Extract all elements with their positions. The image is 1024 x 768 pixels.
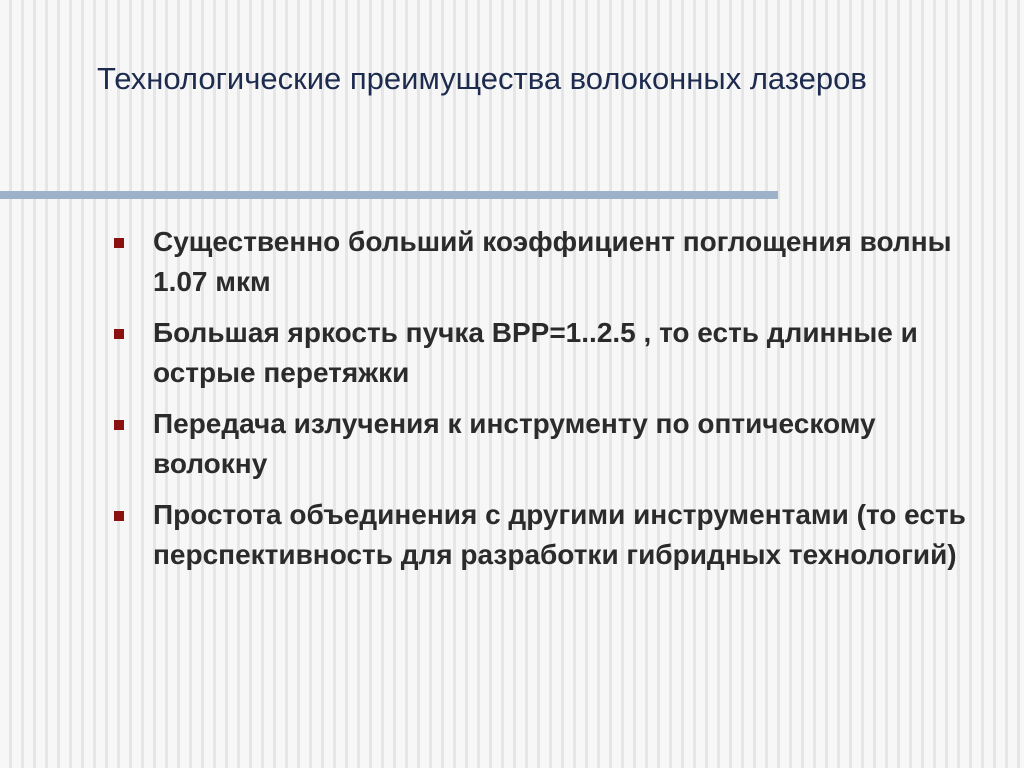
bullet-text: Большая яркость пучка ВРР=1..2.5 , то есть длинные и острые перетяжки [153, 317, 918, 388]
square-bullet-icon [114, 238, 124, 248]
square-bullet-icon [114, 329, 124, 339]
bullet-item [110, 313, 990, 393]
bullet-item [110, 495, 990, 575]
bullet-text: Передача излучения к инструменту по оптическому волокну [153, 408, 876, 479]
bullet-text: Простота объединения с другими инструментами (то есть перспективность для разработки гибридных технологий) [153, 499, 966, 570]
square-bullet-icon [114, 420, 124, 430]
slide-title: Технологические преимущества волоконных лазеров [97, 61, 867, 96]
title-underline [0, 191, 778, 199]
bullet-item [110, 404, 990, 484]
square-bullet-icon [114, 511, 124, 521]
bullet-item [110, 222, 990, 302]
bullet-list [110, 222, 990, 586]
bullet-text: Существенно больший коэффициент поглощения волны 1.07 мкм [153, 226, 952, 297]
